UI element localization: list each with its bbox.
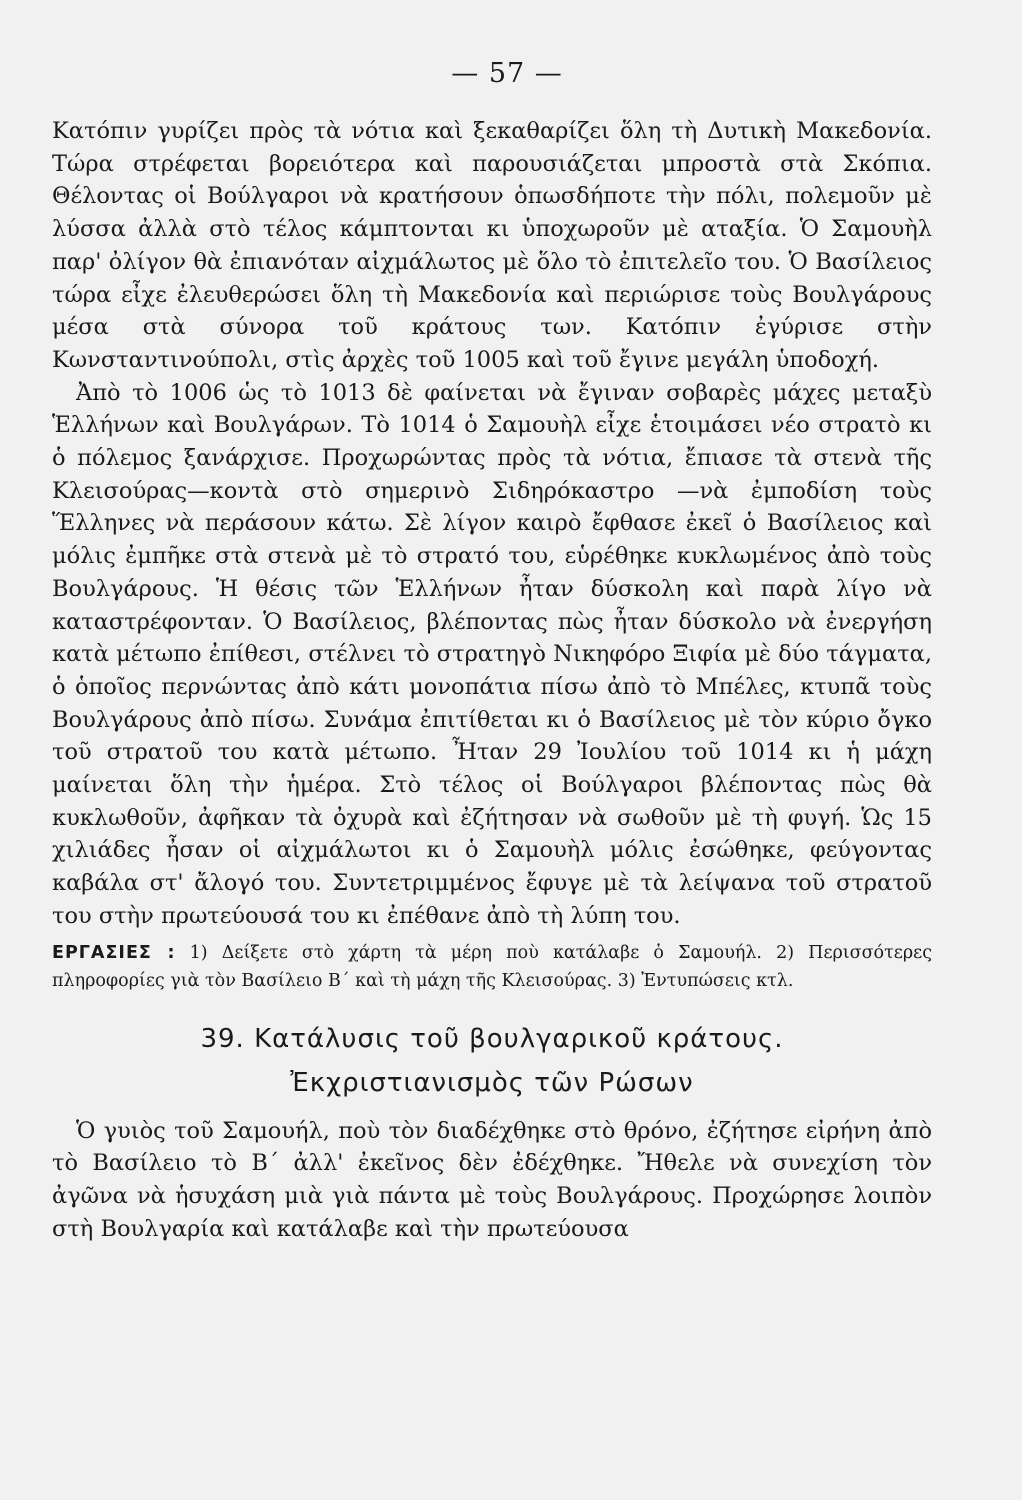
body-paragraph-2: Ἀπὸ τὸ 1006 ὡς τὸ 1013 δὲ φαίνεται νὰ ἔγιναν σοβαρὲς μάχες μεταξὺ Ἑλλήνων καὶ Βουλγάρων. Τὸ 1014 ὁ Σαμουὴλ εἶχε ἑτοιμάσει νέο στρατὸ κι ὁ πόλεμος ξανάρχισε. Προχωρώντας πρὸς τὰ νότια, ἔπιασε τὰ στενὰ τῆς Κλεισούρας—κοντὰ στὸ σημερινὸ Σιδηρόκαστρο —νὰ ἐμποδίση τοὺς Ἕλληνες νὰ περάσουν κάτω. Σὲ λίγον καιρὸ ἔφθασε ἐκεῖ ὁ Βασίλειος καὶ μόλις ἐμπῆκε στὰ στενὰ μὲ τὸ στρατό του, εὑρέθηκε κυκλωμένος ἀπὸ τοὺς Βουλγάρους. Ἡ θέσις τῶν Ἑλλήνων ἦταν δύσκολη καὶ παρὰ λίγο νὰ καταστρέφονταν. Ὁ Βασίλειος, βλέποντας πὼς ἦταν δύσκολο νὰ ἐνεργήση κατὰ μέτωπο ἐπίθεσι, στέλνει τὸ στρατηγὸ Νικηφόρο Ξιφία μὲ δύο τάγματα, ὁ ὁποῖος περνώντας ἀπὸ κάτι μονοπάτια πίσω ἀπὸ τὸ Μπέλες, κτυπᾶ τοὺς Βουλγάρους ἀπὸ πίσω. Συνάμα ἐπιτίθεται κι ὁ Βασίλειος μὲ τὸν κύριο ὄγκο τοῦ στρατοῦ του κατὰ μέτωπο. Ἦταν 29 Ἰουλίου τοῦ 1014 κι ἡ μάχη μαίνεται ὅλη τὴν ἡμέρα. Στὸ τέλος οἱ Βούλγαροι βλέποντας πὼς θὰ κυκλωθοῦν, ἀφῆκαν τὰ ὀχυρὰ καὶ ἐζήτησαν νὰ σωθοῦν μὲ τὴ φυγή. Ὡς 15 χιλιάδες ἦσαν οἱ αἰχμάλωτοι κι ὁ Σαμουὴλ μόλις ἐσώθηκε, φεύγοντας καβάλα στ' ἄλογό του. Συντετριμμένος ἔφυγε μὲ τὰ λείψανα τοῦ στρατοῦ του στὴν πρωτεύουσά του κι ἐπέθανε ἀπὸ τὴ λύπη του.	[52, 379, 932, 929]
exercises-label: ΕΡΓΑΣΙΕΣ :	[52, 942, 176, 963]
body-paragraph-3: Ὁ γυιὸς τοῦ Σαμουήλ, ποὺ τὸν διαδέχθηκε στὸ θρόνο, ἐζήτησε εἰρήνη ἀπὸ τὸ Βασίλειο τὸ Β΄ ἀλλ' ἐκεῖνος δὲν ἐδέχθηκε. Ἤθελε νὰ συνεχίση τὸν ἀγῶνα νὰ ἡσυχάση μιὰ γιὰ πάντα μὲ τοὺς Βουλγάρους. Προχώρησε λοιπὸν στὴ Βουλγαρία καὶ κατάλαβε καὶ τὴν πρωτεύουσα	[52, 1117, 932, 1242]
chapter-title: 39. Κατάλυσις τοῦ βουλγαρικοῦ κράτους.	[200, 1023, 784, 1054]
exercises-block	[52, 939, 932, 995]
chapter-subtitle: Ἐκχριστιανισμὸς τῶν Ρώσων	[290, 1067, 694, 1098]
exercises-text: 1) Δείξετε στὸ χάρτη τὰ μέρη ποὺ κατάλαβε ὁ Σαμουήλ. 2) Περισσότερες πληροφορίες γιὰ τὸν Βασίλειο Β΄ καὶ τὴ μάχη τῆς Κλεισούρας. 3) Ἐντυπώσεις κτλ.	[52, 942, 932, 991]
page-number: — 57 —	[451, 58, 563, 89]
body-paragraph-1: Κατόπιν γυρίζει πρὸς τὰ νότια καὶ ξεκαθαρίζει ὅλη τὴ Δυτικὴ Μακεδονία. Τώρα στρέφεται βορειότερα καὶ παρουσιάζεται μπροστὰ στὰ Σκόπια. Θέλοντας οἱ Βούλγαροι νὰ κρατήσουν ὁπωσδήποτε τὴν πόλι, πολεμοῦν μὲ λύσσα ἀλλὰ στὸ τέλος κάμπτονται κι ὑποχωροῦν μὲ αταξία. Ὁ Σαμουὴλ παρ' ὀλίγον θὰ ἐπιανόταν αἰχμάλωτος μὲ ὅλο τὸ ἐπιτελεῖο του. Ὁ Βασίλειος τώρα εἶχε ἐλευθερώσει ὅλη τὴ Μακεδονία καὶ περιώρισε τοὺς Βουλγάρους μέσα στὰ σύνορα τοῦ κράτους των. Κατόπιν ἐγύρισε στὴν Κωνσταντινούπολι, στὶς ἀρχὲς τοῦ 1005 καὶ τοῦ ἔγινε μεγάλη ὑποδοχή.	[52, 118, 932, 373]
